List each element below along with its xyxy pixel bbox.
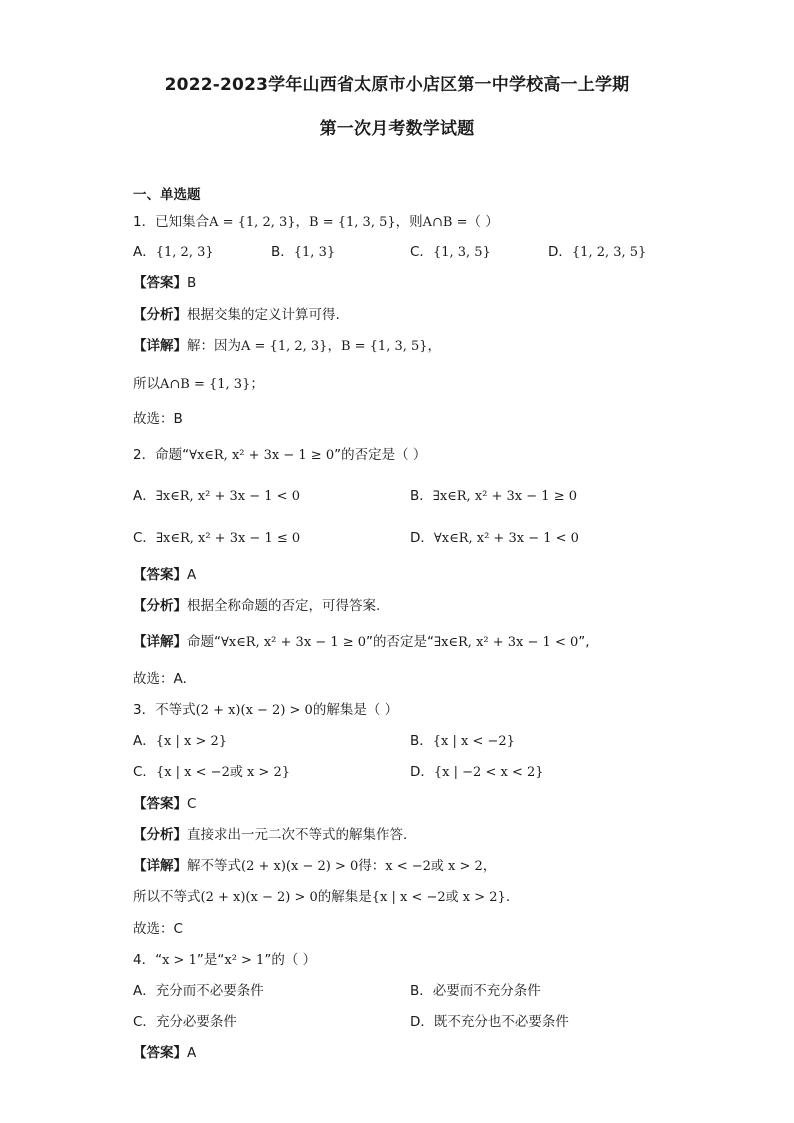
stem-text: 的解集是（ ）	[312, 702, 399, 718]
detail-tag: 【详解】	[133, 634, 187, 650]
detail-text: .	[505, 889, 511, 905]
option-label: B．	[410, 488, 433, 504]
answer-value: B	[187, 275, 197, 291]
q1-answer	[133, 274, 196, 292]
question-2-stem	[133, 446, 426, 465]
option-label: B．	[271, 244, 294, 260]
option-text: 既不充分也不必要条件	[433, 1014, 569, 1030]
option-label: A．	[133, 488, 156, 504]
stem-text: 2．命题“	[133, 447, 190, 463]
q3-detail-line2	[133, 888, 510, 907]
q1-choose: 故选：B	[133, 411, 183, 427]
q4-option-d	[410, 1013, 569, 1031]
detail-text: 所以	[133, 376, 160, 392]
detail-math: (2 + x)(x − 2) > 0	[241, 859, 359, 874]
q3-analysis	[133, 826, 407, 844]
option-text: ∃x∈R, x² + 3x − 1 < 0	[155, 489, 300, 504]
option-text: {1, 2, 3, 5}	[571, 245, 647, 260]
stem-math: ∀x∈R, x² + 3x − 1 ≥ 0	[189, 448, 335, 463]
q4-option-b	[410, 982, 541, 1000]
detail-text: 得：	[358, 858, 386, 874]
option-text: {x | −2 < x < 2}	[433, 765, 544, 780]
q1-blank: （ ）	[467, 214, 499, 230]
answer-value: C	[187, 796, 197, 812]
option-text: {x | x < −2或 x > 2}	[155, 765, 291, 780]
stem-text: ”的（ ）	[264, 952, 317, 968]
question-3-stem	[133, 701, 398, 720]
stem-math: x > 1	[162, 953, 197, 968]
analysis-text: 根据全称命题的否定，可得答案.	[187, 598, 381, 614]
option-label: C．	[133, 764, 156, 780]
q1-intersection: A∩B =	[422, 215, 468, 230]
q2-detail	[133, 633, 590, 652]
q1-detail	[133, 337, 441, 356]
q1-set-a: A = {1, 2, 3}	[209, 215, 296, 230]
analysis-tag: 【分析】	[133, 827, 187, 843]
detail-text: ”,	[578, 634, 590, 650]
option-text: {x | x < −2}	[432, 734, 515, 749]
q2-option-a	[133, 487, 300, 506]
q2-option-d	[410, 529, 579, 548]
q2-analysis	[133, 597, 380, 615]
detail-text: 解：因为	[187, 338, 241, 354]
analysis-text: 直接求出一元二次不等式的解集作答.	[187, 827, 408, 843]
option-text: {x | x > 2}	[155, 734, 228, 749]
option-text: {1, 3, 5}	[432, 245, 491, 260]
q3-answer	[133, 795, 196, 813]
option-text: {1, 2, 3}	[155, 245, 214, 260]
q3-option-d	[410, 763, 544, 782]
analysis-tag: 【分析】	[133, 307, 187, 323]
q1-analysis	[133, 306, 340, 324]
answer-tag: 【答案】	[133, 275, 187, 291]
option-label: C．	[410, 244, 433, 260]
q1-stem-text: 1．已知集合	[133, 214, 210, 230]
q1-option-a	[133, 243, 214, 262]
section-heading: 一、单选题	[133, 187, 201, 203]
detail-text: 命题“	[187, 634, 221, 650]
answer-value: A	[187, 567, 197, 583]
option-label: C．	[133, 1014, 156, 1030]
detail-math: A∩B = {1, 3}	[160, 377, 251, 392]
detail-math: B = {1, 3, 5}	[340, 339, 428, 354]
detail-text: ，	[427, 338, 442, 354]
question-4-stem	[133, 951, 316, 970]
q3-option-c	[133, 763, 290, 782]
q3-choose: 故选：C	[133, 921, 183, 937]
q1-option-b	[271, 243, 335, 262]
detail-text: 解不等式	[187, 858, 241, 874]
q2-option-c	[133, 529, 300, 548]
stem-text: ”的否定是（ ）	[334, 447, 427, 463]
q2-choose: 故选：A.	[133, 671, 187, 687]
stem-text: 3．不等式	[133, 702, 196, 718]
option-label: D．	[410, 764, 434, 780]
detail-math: {x | x < −2或 x > 2}	[371, 890, 506, 905]
answer-value: A	[187, 1045, 197, 1061]
answer-tag: 【答案】	[133, 1045, 187, 1061]
stem-math: (2 + x)(x − 2) > 0	[195, 703, 313, 718]
stem-text: 4．“	[133, 952, 163, 968]
option-label: A．	[133, 733, 156, 749]
q1-option-d	[548, 243, 646, 262]
option-text: 充分必要条件	[155, 1014, 237, 1030]
option-label: D．	[410, 1014, 434, 1030]
option-text: 必要而不充分条件	[432, 983, 541, 999]
q1-set-b: B = {1, 3, 5}	[309, 215, 396, 230]
detail-text: ”的否定是“	[366, 634, 435, 650]
analysis-text: 根据交集的定义计算可得.	[187, 307, 340, 323]
detail-math: A = {1, 2, 3}	[241, 339, 328, 354]
q3-detail	[133, 857, 496, 876]
q2-option-b	[410, 487, 577, 506]
option-text: 充分而不必要条件	[155, 983, 264, 999]
q2-answer	[133, 566, 196, 584]
q4-option-a	[133, 982, 264, 1000]
q3-option-a	[133, 732, 227, 751]
detail-math: ∀x∈R, x² + 3x − 1 ≥ 0	[221, 635, 367, 650]
detail-text: 的解集是	[317, 889, 372, 905]
option-text: ∀x∈R, x² + 3x − 1 < 0	[433, 531, 579, 546]
stem-text: ”是“	[196, 952, 225, 968]
option-text: ∃x∈R, x² + 3x − 1 ≥ 0	[432, 489, 577, 504]
answer-tag: 【答案】	[133, 796, 187, 812]
detail-text: 所以不等式	[133, 889, 201, 905]
detail-math: ∃x∈R, x² + 3x − 1 < 0	[434, 635, 579, 650]
q1-detail-line2	[133, 375, 264, 394]
option-text: {1, 3}	[293, 245, 336, 260]
q4-option-c	[133, 1013, 237, 1031]
option-label: B．	[410, 983, 433, 999]
detail-tag: 【详解】	[133, 858, 187, 874]
q1-stem-sep: ，	[295, 214, 310, 230]
document-title-line1: 2022-2023学年山西省太原市小店区第一中学校高一上学期	[164, 75, 630, 95]
detail-math: x < −2或 x > 2	[385, 859, 483, 874]
option-label: D．	[548, 244, 572, 260]
option-text: ∃x∈R, x² + 3x − 1 ≤ 0	[155, 531, 301, 546]
option-label: B．	[410, 733, 433, 749]
detail-math: (2 + x)(x − 2) > 0	[200, 890, 318, 905]
q1-option-c	[410, 243, 491, 262]
detail-tag: 【详解】	[133, 338, 187, 354]
option-label: D．	[410, 530, 434, 546]
question-1-stem	[133, 213, 499, 232]
q1-stem-then: ，则	[395, 214, 423, 230]
answer-tag: 【答案】	[133, 567, 187, 583]
option-label: C．	[133, 530, 156, 546]
q4-answer	[133, 1044, 196, 1062]
document-title-line2: 第一次月考数学试题	[319, 119, 475, 139]
option-label: A．	[133, 983, 156, 999]
analysis-tag: 【分析】	[133, 598, 187, 614]
detail-text: ，	[327, 338, 341, 354]
detail-text: ，	[482, 858, 497, 874]
stem-math: x² > 1	[224, 953, 265, 968]
option-label: A．	[133, 244, 156, 260]
detail-text: ；	[250, 376, 264, 392]
q3-option-b	[410, 732, 515, 751]
